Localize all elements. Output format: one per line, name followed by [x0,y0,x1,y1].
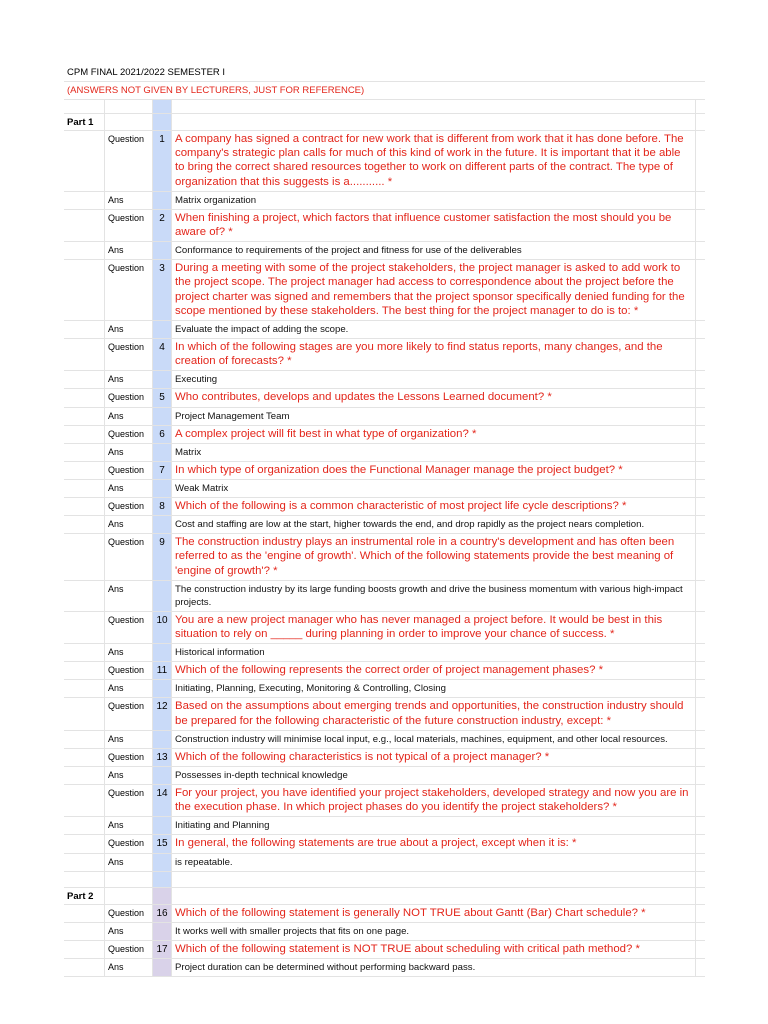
number-cell [153,959,172,976]
question-text: Which of the following is a common characteristic of most project life cycle descriptions? * [172,498,696,515]
empty-cell [64,389,105,406]
question-text: Who contributes, develops and updates the Lessons Learned document? * [172,389,696,406]
number-cell [153,192,172,209]
answer-label: Ans [105,854,153,871]
answer-row [64,321,705,339]
empty-cell [64,408,105,425]
empty-cell [696,210,705,241]
empty-cell [696,581,705,611]
question-text: Based on the assumptions about emerging trends and opportunities, the construction industry should be prepared for the following characteristic of the future construction industry, except: * [172,698,696,729]
number-cell [153,817,172,834]
question-row [64,210,705,242]
question-label: Question [105,389,153,406]
question-text: A company has signed a contract for new work that is different from work that it has done before. The company's strategic plan calls for much of this kind of work in the future. It is important that it be able to bring the correct shared resources together to work on different parts of the contract. The type of organization that this suggests is a........... * [172,131,696,191]
empty-cell [696,941,705,958]
question-label: Question [105,260,153,320]
empty-cell [696,835,705,852]
empty-cell [696,339,705,370]
question-row [64,498,705,516]
empty-cell [64,612,105,643]
answer-label: Ans [105,923,153,940]
question-label: Question [105,210,153,241]
empty-cell [64,516,105,533]
empty-cell [696,905,705,922]
question-label: Question [105,835,153,852]
empty-cell [64,498,105,515]
question-text: During a meeting with some of the project stakeholders, the project manager is asked to add work to the project scope. The project manager had access to correspondence about the project before the project charter was signed and remembers that the project sponsor specifically denied funding for the scope mentioned by these stakeholders. The best thing for the project manager to do is to: * [172,260,696,320]
number-cell [153,114,172,130]
question-number: 2 [153,210,172,241]
question-text: The construction industry plays an instrumental role in a country's development and has often been referred to as the 'engine of growth'. Which of the following statements provide the best meaning of 'engine of growth'? * [172,534,696,580]
answer-row [64,371,705,389]
empty-cell [696,872,705,887]
empty-cell [696,698,705,729]
empty-cell [64,731,105,748]
answer-text: Matrix organization [172,192,696,209]
question-row [64,260,705,321]
answer-row [64,644,705,662]
question-label: Question [105,698,153,729]
question-label: Question [105,462,153,479]
number-cell [153,408,172,425]
answer-label: Ans [105,731,153,748]
answer-label: Ans [105,581,153,611]
part-label: Part 1 [64,114,105,130]
answer-label: Ans [105,480,153,497]
empty-cell [696,131,705,191]
empty-cell [105,888,153,904]
question-number: 15 [153,835,172,852]
empty-cell [696,817,705,834]
question-number: 8 [153,498,172,515]
empty-cell [696,498,705,515]
empty-cell [696,923,705,940]
question-number: 5 [153,389,172,406]
number-cell [153,516,172,533]
answer-text: Evaluate the impact of adding the scope. [172,321,696,338]
question-number: 1 [153,131,172,191]
empty-cell [64,339,105,370]
answer-text: Cost and staffing are low at the start, higher towards the end, and drop rapidly as the project nears completion. [172,516,696,533]
answer-label: Ans [105,516,153,533]
question-label: Question [105,905,153,922]
subtitle-row [64,82,705,100]
answer-label: Ans [105,767,153,784]
question-row [64,785,705,817]
question-label: Question [105,785,153,816]
empty-cell [172,872,696,887]
question-row [64,941,705,959]
question-number: 12 [153,698,172,729]
answer-label: Ans [105,321,153,338]
answer-label: Ans [105,680,153,697]
question-label: Question [105,498,153,515]
empty-cell [696,371,705,388]
question-label: Question [105,131,153,191]
question-label: Question [105,534,153,580]
empty-cell [64,260,105,320]
question-text: Which of the following represents the correct order of project management phases? * [172,662,696,679]
number-cell [153,371,172,388]
question-row [64,426,705,444]
question-row [64,835,705,853]
answer-row [64,581,705,612]
empty-cell [696,462,705,479]
empty-cell [64,749,105,766]
empty-cell [64,371,105,388]
empty-cell [64,480,105,497]
empty-cell [696,767,705,784]
question-number: 11 [153,662,172,679]
part-header-row [64,114,705,131]
answer-row [64,923,705,941]
spreadsheet [64,64,705,977]
answer-text: Weak Matrix [172,480,696,497]
empty-cell [696,888,705,904]
empty-cell [64,785,105,816]
answer-label: Ans [105,242,153,259]
answer-label: Ans [105,408,153,425]
answer-label: Ans [105,444,153,461]
empty-cell [696,612,705,643]
empty-cell [696,321,705,338]
answer-row [64,767,705,785]
answer-text: The construction industry by its large funding boosts growth and drive the business momentum with various high-impact projects. [172,581,696,611]
question-text: For your project, you have identified your project stakeholders, developed strategy and now you are in the execution phase. In which project phases do you identify the project stakeholders? * [172,785,696,816]
answer-row [64,731,705,749]
empty-cell [64,534,105,580]
question-label: Question [105,662,153,679]
empty-cell [64,581,105,611]
empty-cell [696,731,705,748]
question-text: A complex project will fit best in what type of organization? * [172,426,696,443]
question-text: In which type of organization does the Functional Manager manage the project budget? * [172,462,696,479]
empty-cell [64,854,105,871]
empty-cell [696,749,705,766]
number-cell [153,242,172,259]
number-cell [153,731,172,748]
empty-cell [64,462,105,479]
answer-row [64,959,705,977]
answer-row [64,242,705,260]
empty-cell [172,114,696,130]
answer-text: Initiating and Planning [172,817,696,834]
question-text: Which of the following statement is generally NOT TRUE about Gantt (Bar) Chart schedule? * [172,905,696,922]
answer-row [64,408,705,426]
empty-cell [696,260,705,320]
question-text: In which of the following stages are you more likely to find status reports, many changes, and the creation of forecasts? * [172,339,696,370]
empty-cell [696,408,705,425]
answer-label: Ans [105,644,153,661]
empty-cell [64,242,105,259]
empty-cell [172,888,696,904]
empty-cell [64,835,105,852]
answer-label: Ans [105,371,153,388]
number-cell [153,444,172,461]
question-text: When finishing a project, which factors that influence customer satisfaction the most should you be aware of? * [172,210,696,241]
answer-row [64,817,705,835]
answer-text: Conformance to requirements of the project and fitness for use of the deliverables [172,242,696,259]
question-row [64,131,705,192]
empty-cell [696,192,705,209]
question-number: 14 [153,785,172,816]
empty-cell [64,444,105,461]
question-text: Which of the following characteristics is not typical of a project manager? * [172,749,696,766]
number-cell [153,923,172,940]
question-row [64,905,705,923]
question-row [64,662,705,680]
empty-cell [696,854,705,871]
answer-row [64,680,705,698]
question-number: 6 [153,426,172,443]
empty-cell [64,192,105,209]
empty-cell [64,662,105,679]
number-cell [153,680,172,697]
question-number: 3 [153,260,172,320]
answer-text: Historical information [172,644,696,661]
answer-text: Project duration can be determined without performing backward pass. [172,959,696,976]
number-cell [153,888,172,904]
question-label: Question [105,426,153,443]
empty-cell [64,767,105,784]
empty-cell [105,114,153,130]
question-label: Question [105,941,153,958]
empty-cell [696,680,705,697]
answer-row [64,854,705,872]
empty-cell [696,534,705,580]
answer-label: Ans [105,192,153,209]
answer-label: Ans [105,959,153,976]
empty-cell [696,389,705,406]
empty-cell [696,426,705,443]
empty-cell [64,923,105,940]
answer-text: Possesses in-depth technical knowledge [172,767,696,784]
number-cell [153,480,172,497]
empty-cell [64,698,105,729]
empty-row [64,100,705,114]
question-number: 9 [153,534,172,580]
question-row [64,749,705,767]
part-header-row [64,888,705,905]
answer-text: It works well with smaller projects that fits on one page. [172,923,696,940]
question-number: 16 [153,905,172,922]
empty-cell [696,114,705,130]
question-row [64,612,705,644]
question-row [64,462,705,480]
question-number: 10 [153,612,172,643]
empty-cell [696,662,705,679]
number-cell [153,581,172,611]
number-cell [153,644,172,661]
question-text: Which of the following statement is NOT TRUE about scheduling with critical path method? * [172,941,696,958]
answer-text: Construction industry will minimise local input, e.g., local materials, machines, equipment, and other local resources. [172,731,696,748]
empty-cell [696,516,705,533]
question-text: You are a new project manager who has never managed a project before. It would be best in this situation to rely on _____ during planning in order to improve your chance of success. * [172,612,696,643]
empty-cell [696,444,705,461]
empty-cell [696,644,705,661]
part-label: Part 2 [64,888,105,904]
empty-cell [696,785,705,816]
answer-row [64,480,705,498]
empty-cell [64,426,105,443]
title-row [64,64,705,82]
empty-cell [64,131,105,191]
empty-cell [64,905,105,922]
empty-cell [64,680,105,697]
empty-cell [64,817,105,834]
question-text: In general, the following statements are true about a project, except when it is: * [172,835,696,852]
question-number: 4 [153,339,172,370]
question-number: 17 [153,941,172,958]
answer-row [64,444,705,462]
empty-cell [64,872,105,887]
question-number: 7 [153,462,172,479]
number-cell [153,854,172,871]
question-number: 13 [153,749,172,766]
number-cell [153,767,172,784]
empty-cell [64,959,105,976]
question-row [64,339,705,371]
answer-row [64,192,705,210]
number-cell [153,321,172,338]
answer-text: is repeatable. [172,854,696,871]
empty-cell [64,210,105,241]
empty-cell [64,941,105,958]
question-row [64,534,705,581]
answer-text: Matrix [172,444,696,461]
empty-cell [696,480,705,497]
question-label: Question [105,612,153,643]
document-subtitle: (ANSWERS NOT GIVEN BY LECTURERS, JUST FOR REFERENCE) [67,85,365,96]
spacer-row [64,872,705,888]
answer-text: Initiating, Planning, Executing, Monitoring & Controlling, Closing [172,680,696,697]
answer-label: Ans [105,817,153,834]
empty-cell [153,872,172,887]
empty-cell [696,242,705,259]
answer-text: Project Management Team [172,408,696,425]
document-title: CPM FINAL 2021/2022 SEMESTER I [67,67,226,78]
parts-container [64,114,705,977]
empty-cell [64,644,105,661]
empty-cell [64,321,105,338]
question-label: Question [105,339,153,370]
question-row [64,389,705,407]
answer-text: Executing [172,371,696,388]
empty-cell [105,872,153,887]
question-row [64,698,705,730]
question-label: Question [105,749,153,766]
answer-row [64,516,705,534]
empty-cell [696,959,705,976]
